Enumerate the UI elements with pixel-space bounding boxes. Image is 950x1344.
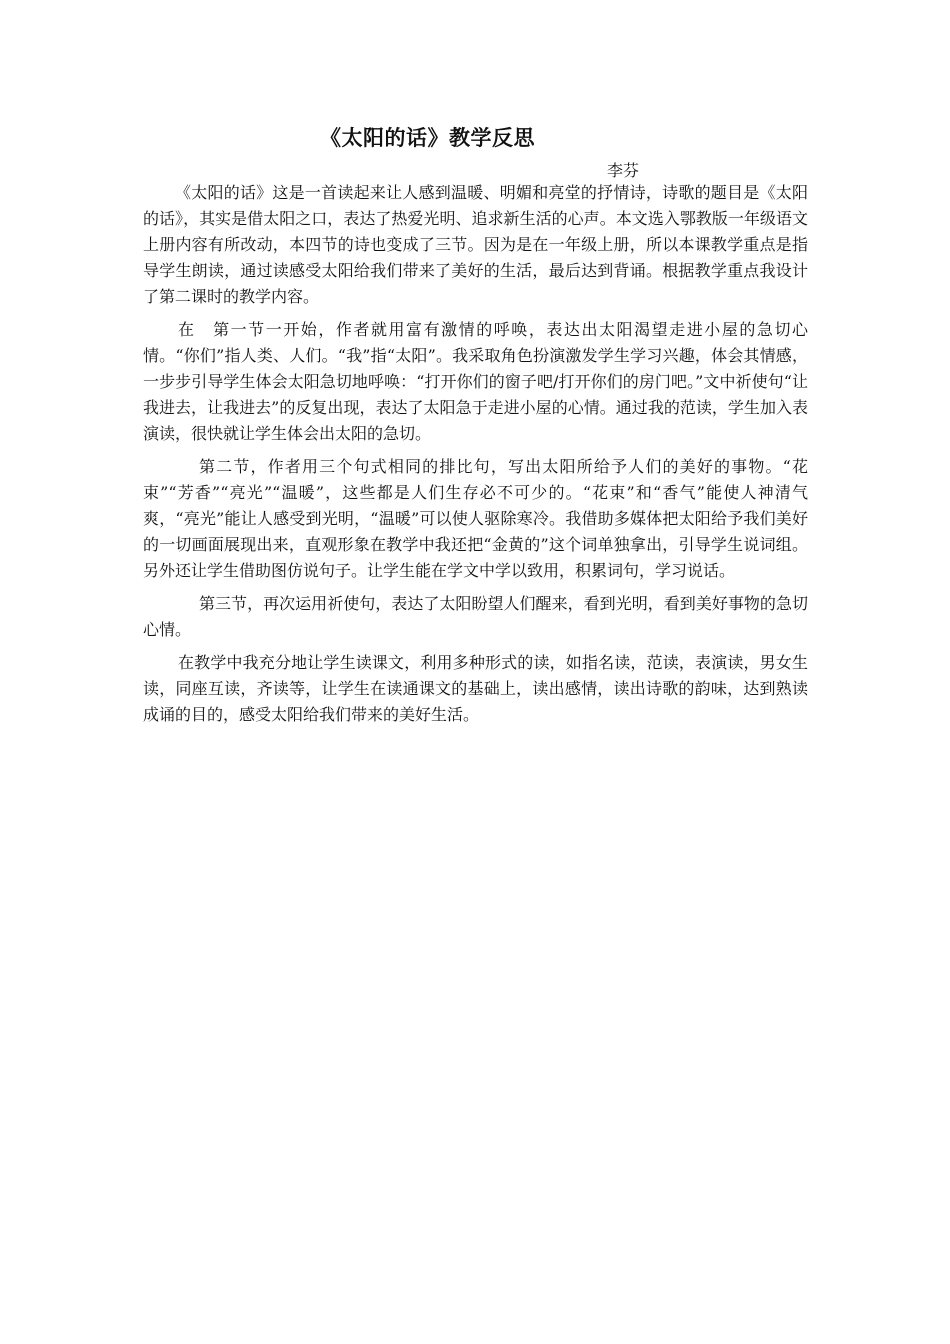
paragraph-intro: 《太阳的话》这是一首读起来让人感到温暖、明媚和亮堂的抒情诗，诗歌的题目是《太阳的话》，其实是借太阳之口，表达了热爱光明、追求新生活的心声。本文选入鄂教版一年级语文上册内容有所改动，本四节的诗也变成了三节。因为是在一年级上册，所以本课教学重点是指导学生朗读，通过读感受太阳给我们带来了美好的生活，最后达到背诵。根据教学重点我设计了第二课时的教学内容。 xyxy=(143,183,808,306)
document-title: 《太阳的话》教学反思 xyxy=(320,126,535,150)
author-name: 李芬 xyxy=(607,161,640,180)
paragraph-section-2: 第二节，作者用三个句式相同的排比句，写出太阳所给予人们的美好的事物。“花束”“芳香”“亮光”“温暖”，这些都是人们生存必不可少的。“花束”和“香气”能使人神清气爽，“亮光”能让人感受到光明，“温暖”可以使人驱除寒冷。我借助多媒体把太阳给予我们美好的一切画面展现出来，直观形象在教学中我还把“金黄的”这个词单独拿出，引导学生说词组。另外还让学生借助图仿说句子。让学生能在学文中学以致用，积累词句，学习说话。 xyxy=(143,457,808,580)
paragraph-section-1: 在 第一节一开始，作者就用富有激情的呼唤，表达出太阳渴望走进小屋的急切心情。“你们”指人类、人们。“我”指“太阳”。我采取角色扮演激发学生学习兴趣，体会其情感，一步步引导学生体会太阳急切地呼唤：“打开你们的窗子吧/打开你们的房门吧。”文中祈使句“让我进去，让我进去”的反复出现，表达了太阳急于走进小屋的心情。通过我的范读，学生加入表演读，很快就让学生体会出太阳的急切。 xyxy=(143,320,808,443)
document-body xyxy=(143,180,808,735)
paragraph-section-3: 第三节，再次运用祈使句，表达了太阳盼望人们醒来，看到光明，看到美好事物的急切心情。 xyxy=(143,594,808,639)
paragraph-summary: 在教学中我充分地让学生读课文，利用多种形式的读，如指名读，范读，表演读，男女生读，同座互读，齐读等，让学生在读通课文的基础上，读出感情，读出诗歌的韵味，达到熟读成诵的目的，感受太阳给我们带来的美好生活。 xyxy=(143,653,808,724)
